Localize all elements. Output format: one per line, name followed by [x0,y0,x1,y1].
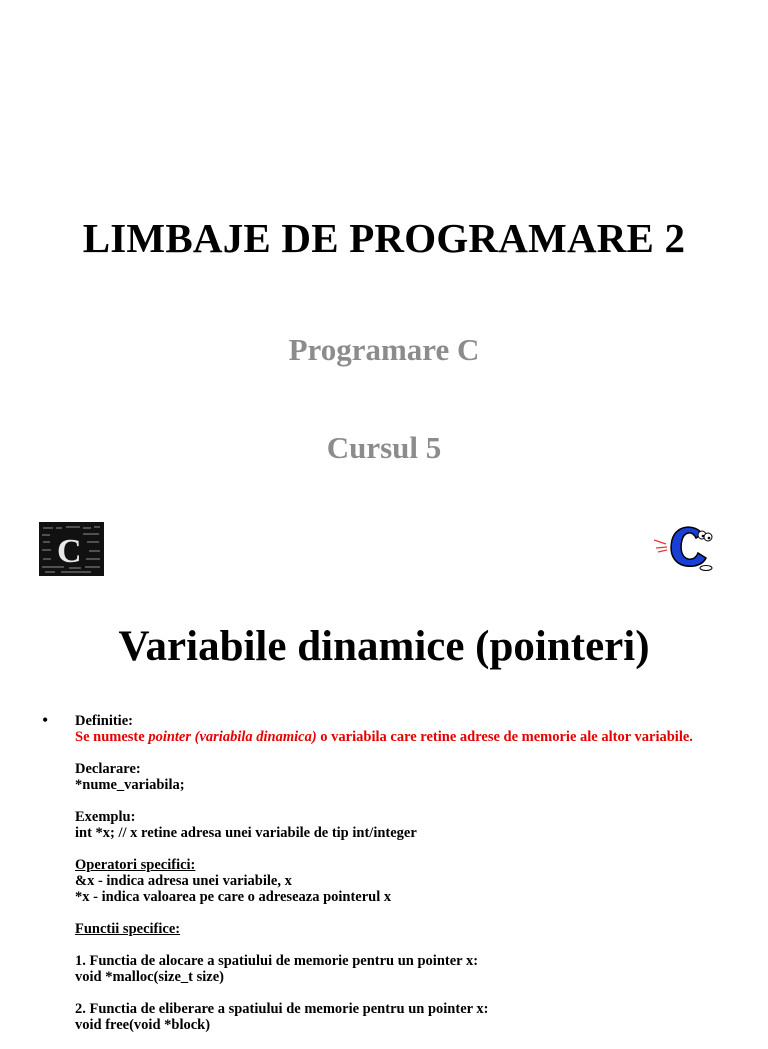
function-malloc-block [75,953,715,985]
content-body [75,713,715,1049]
definition-term: pointer (variabila dinamica) [148,729,317,745]
function-malloc-signature: void *malloc(size_t size) [75,969,224,985]
operators-label: Operatori specifici: [75,857,196,873]
function-malloc-title: 1. Functia de alocare a spatiului de memorie pentru un pointer x: [75,953,479,969]
function-free-block [75,1001,715,1033]
functions-label-block [75,921,715,937]
declaration-block [75,761,715,793]
bullet-marker: • [42,710,49,730]
example-label: Exemplu: [75,809,136,825]
c-language-mascot-icon [652,518,724,574]
definition-block [75,713,715,745]
svg-text:C: C [57,533,82,570]
lecture-number: Cursul 5 [326,430,442,465]
course-title: LIMBAJE DE PROGRAMARE 2 [82,215,686,261]
definition-text [75,729,693,745]
operator-value: *x - indica valoarea pe care o adreseaza pointerul x [75,889,392,905]
function-free-signature: void free(void *block) [75,1017,211,1033]
operator-address: &x - indica adresa unei variabile, x [75,873,292,889]
operators-block [75,857,715,905]
declaration-label: Declarare: [75,761,141,777]
function-free-title: 2. Functia de eliberare a spatiului de memorie pentru un pointer x: [75,1001,489,1017]
course-subtitle: Programare C [288,332,480,367]
example-block [75,809,715,841]
section-heading: Variabile dinamice (pointeri) [118,623,650,670]
chalkboard-c-icon [39,522,104,576]
functions-label: Functii specifice: [75,921,181,937]
definition-prefix: Se numeste [75,729,149,745]
definition-label: Definitie: [75,713,133,729]
declaration-text: *nume_variabila; [75,777,185,793]
example-text: int *x; // x retine adresa unei variabile de tip int/integer [75,825,417,841]
definition-suffix: o variabila care retine adrese de memorie ale altor variabile. [316,729,693,745]
